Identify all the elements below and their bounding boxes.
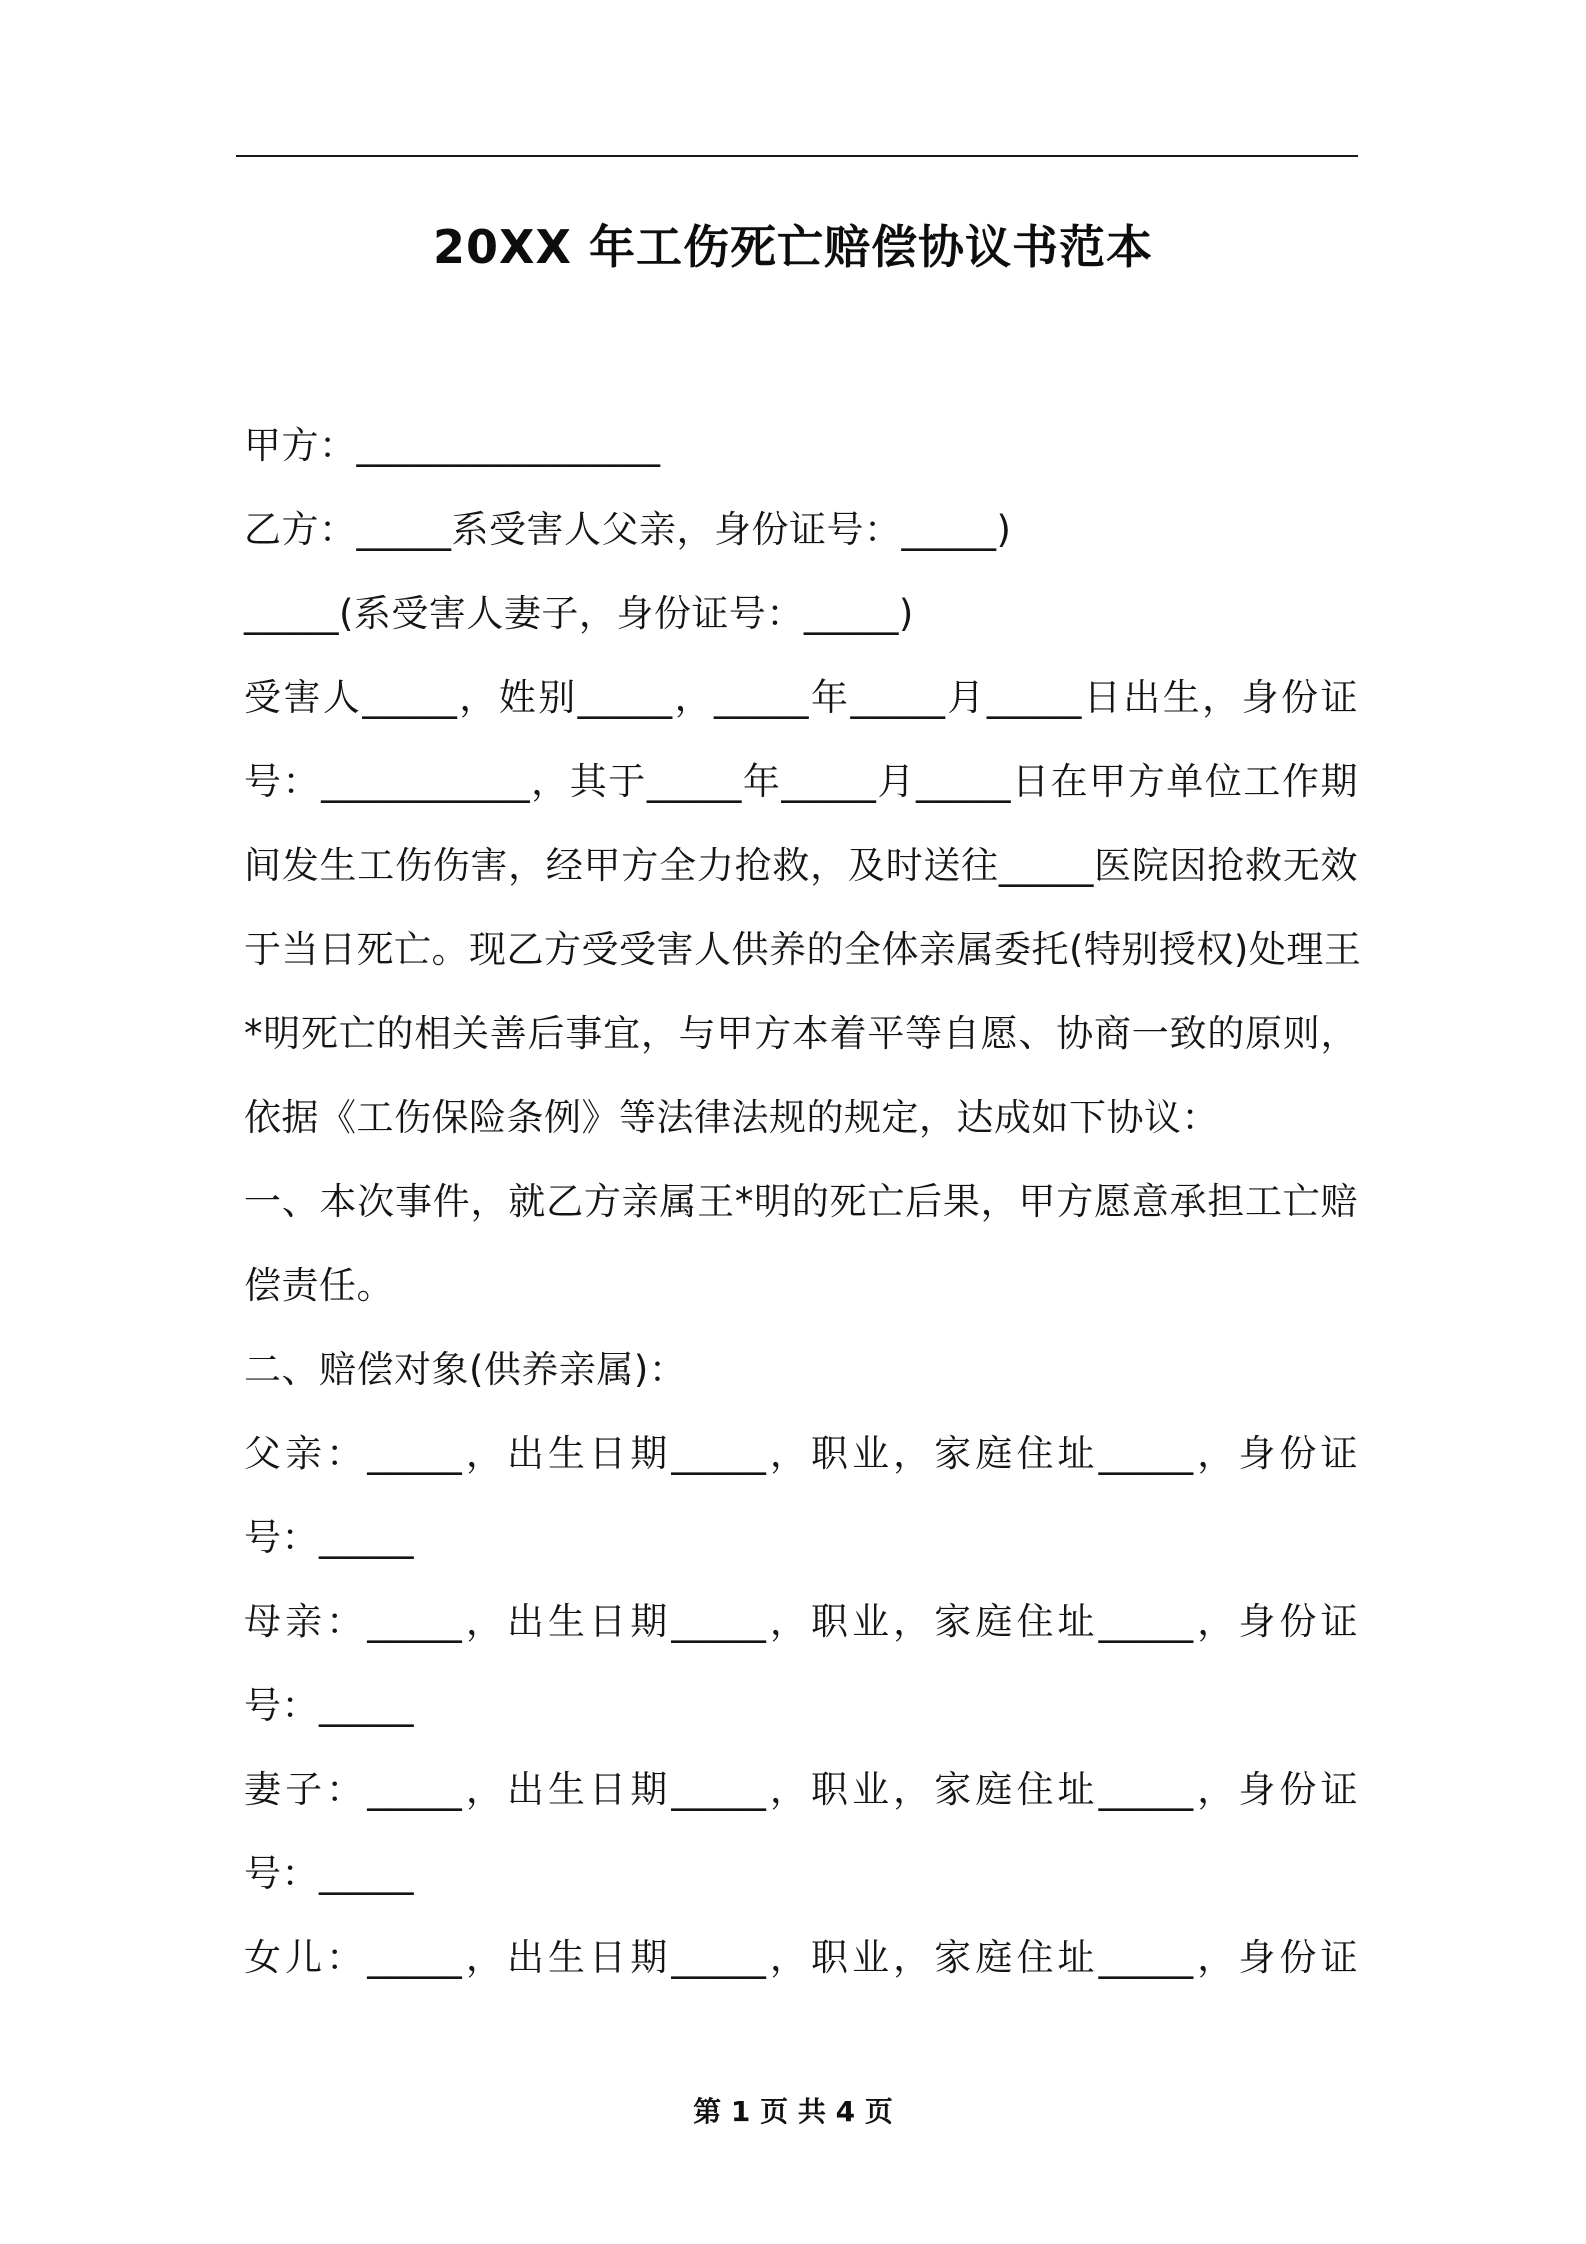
wife-id-line: 号：_____ — [244, 1852, 414, 1895]
clause-one-line: 一、本次事件，就乙方亲属王*明的死亡后果，甲方愿意承担工亡赔 — [244, 1180, 1358, 1223]
wife-line: 妻子：_____，出生日期_____，职业，家庭住址_____，身份证 — [244, 1768, 1358, 1811]
party-a-line: 甲方：________________ — [244, 424, 661, 467]
daughter-line: 女儿：_____，出生日期_____，职业，家庭住址_____，身份证 — [244, 1936, 1358, 1979]
document-body — [244, 404, 1362, 2000]
paragraph-line: 于当日死亡。现乙方受受害人供养的全体亲属委托(特别授权)处理王 — [244, 928, 1362, 971]
paragraph-line: 依据《工伤保险条例》等法律法规的规定，达成如下协议： — [244, 1096, 1219, 1139]
paragraph-line: 受害人_____，姓别_____，_____年_____月_____日出生，身份证 — [244, 676, 1358, 719]
document-title: 20XX 年工伤死亡赔偿协议书范本 — [433, 220, 1153, 274]
paragraph-line: *明死亡的相关善后事宜，与甲方本着平等自愿、协商一致的原则， — [244, 1012, 1358, 1055]
header-rule — [236, 155, 1358, 157]
mother-line: 母亲：_____，出生日期_____，职业，家庭住址_____，身份证 — [244, 1600, 1358, 1643]
clause-one-line: 偿责任。 — [244, 1264, 394, 1307]
paragraph-line: 号：___________，其于_____年_____月_____日在甲方单位工作期 — [244, 760, 1358, 803]
father-id-line: 号：_____ — [244, 1516, 414, 1559]
party-b-wife-line: _____(系受害人妻子，身份证号：_____) — [244, 592, 914, 635]
clause-two-heading: 二、赔偿对象(供养亲属)： — [244, 1348, 687, 1391]
mother-id-line: 号：_____ — [244, 1684, 414, 1727]
party-b-line: 乙方：_____系受害人父亲，身份证号：_____) — [244, 508, 1012, 551]
paragraph-line: 间发生工伤伤害，经甲方全力抢救，及时送往_____医院因抢救无效 — [244, 844, 1358, 887]
page-footer: 第 1 页 共 4 页 — [693, 2095, 893, 2128]
father-line: 父亲：_____，出生日期_____，职业，家庭住址_____，身份证 — [244, 1432, 1358, 1475]
